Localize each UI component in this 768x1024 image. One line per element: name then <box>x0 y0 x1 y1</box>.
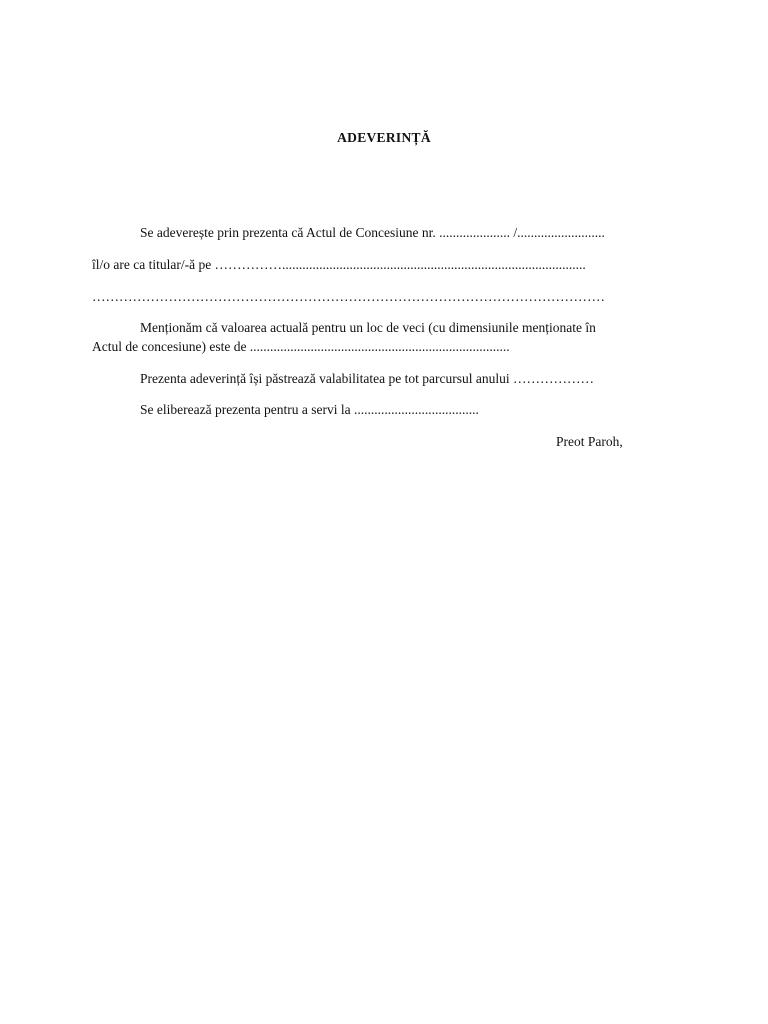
purpose-line: Se eliberează prezenta pentru a servi la ..................................... <box>140 402 479 417</box>
holder-line: îl/o are ca titular/-ă pe …………….......................................................................................... <box>92 257 586 272</box>
holder-continuation-line: …………………………………………………………………………………………………… <box>92 289 605 304</box>
signature-label: Preot Paroh, <box>556 434 623 449</box>
document-title: ADEVERINȚĂ <box>337 130 431 145</box>
validity-line: Prezenta adeverință își păstrează valabilitatea pe tot parcursul anului ……………… <box>140 371 594 386</box>
concession-act-line: Se adeverește prin prezenta că Actul de Concesiune nr. ..................... /.......................... <box>140 225 605 240</box>
value-statement-line: Menționăm că valoarea actuală pentru un loc de veci (cu dimensiunile menționate în <box>140 320 596 335</box>
value-statement-continuation: Actul de concesiune) este de ............................................................................. <box>92 339 510 354</box>
